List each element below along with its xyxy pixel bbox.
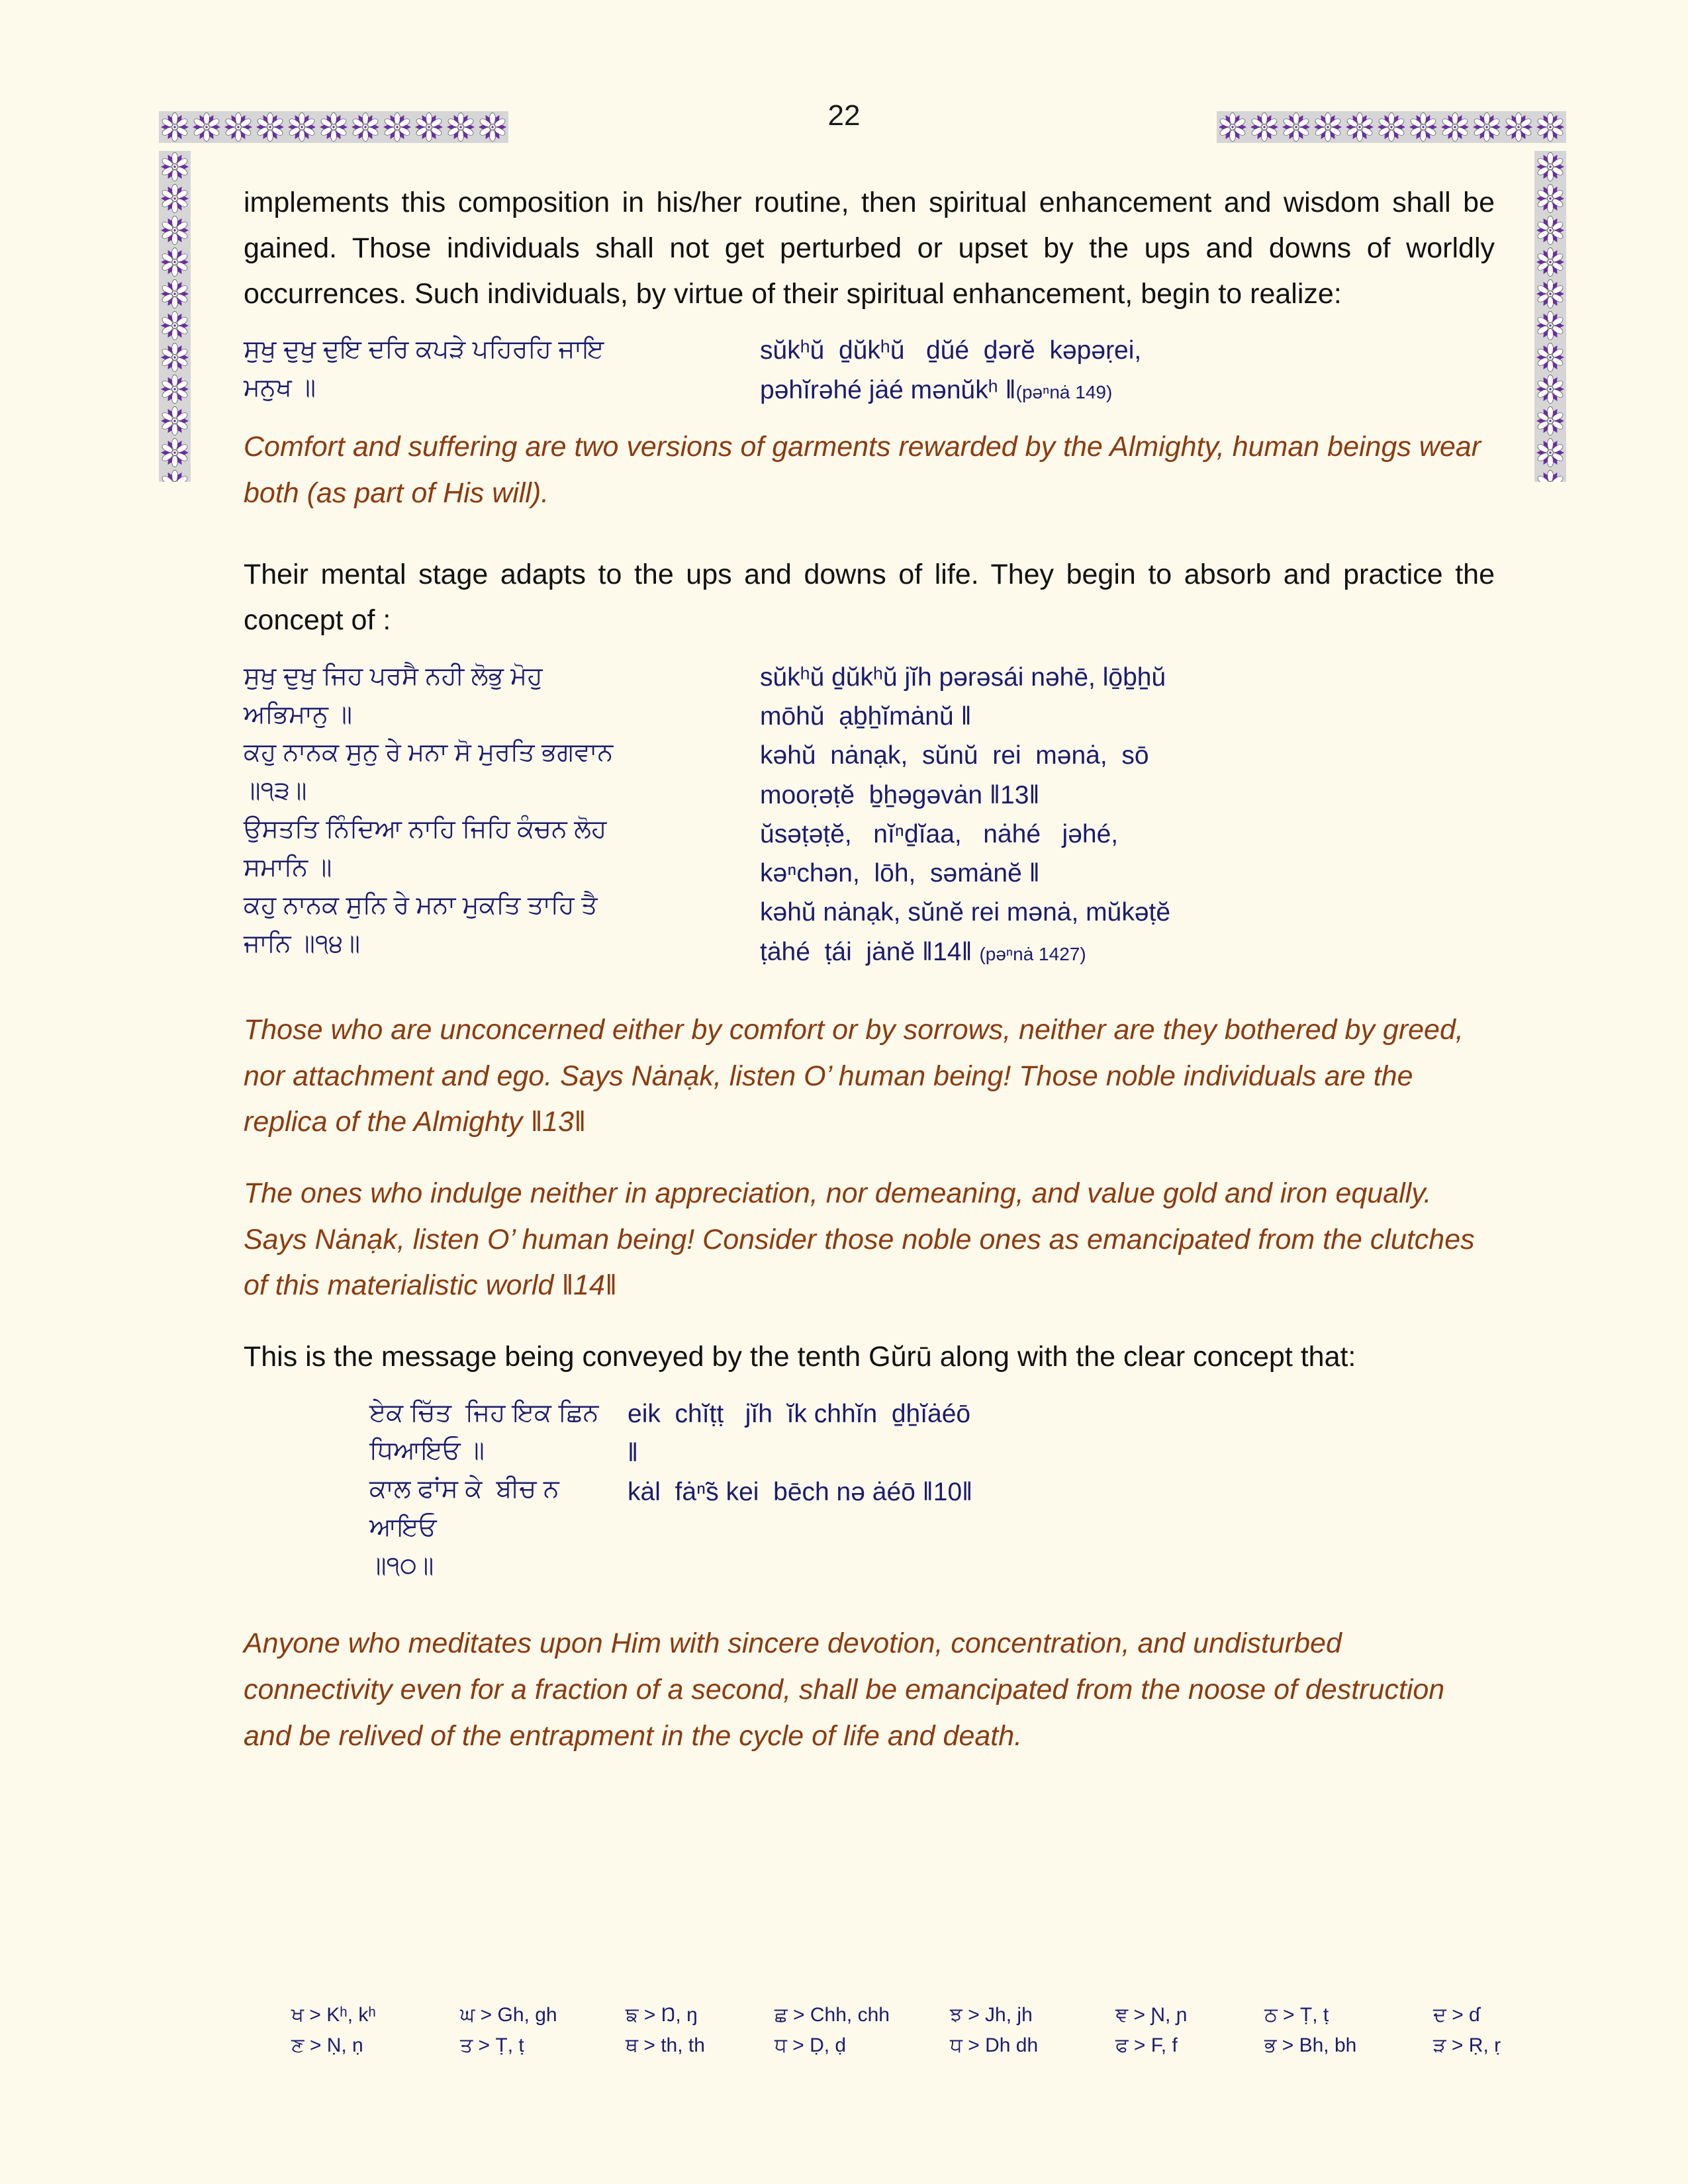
translation-verse-3: Anyone who meditates upon Him with sincere devotion, concentration, and undisturbed connectivity even for a fraction of a second, shall be emancipated from the noose of destruction and be relived of the entrapment in the cycle of life and death. <box>244 1627 1445 1752</box>
gurmukhi-line: ਕਾਲ ਫਾਂਸ ਕੇ ਬੀਚ ਨ ਆਇਓ <box>369 1475 567 1541</box>
floral-floret-icon <box>159 469 191 482</box>
floral-floret-icon <box>159 214 191 246</box>
key-entry: ਦ > ɗ <box>1433 2004 1480 2026</box>
translit-line: ŭsəṭəṭĕ, nĭⁿd̠ĭaa, nȧhé jəhé, <box>760 819 1119 848</box>
spacer <box>244 972 1495 1007</box>
floral-floret-icon <box>159 341 191 373</box>
translit-line: kȧl fȧⁿ̃s kei bēch nə ȧéō ‖10‖ <box>628 1478 973 1507</box>
gurmukhi-line: ਸੁਖੁ ਦੁਖੁ ਜਿਹ ਪਰਸੈ ਨਹੀ ਲੋਭੁ ਮੋਹੁ <box>244 662 543 690</box>
floral-floret-icon <box>1534 469 1566 482</box>
floral-floret-icon <box>1534 246 1566 278</box>
spacer <box>244 410 1495 424</box>
floral-floret-icon <box>1534 278 1566 310</box>
scripture-reference: (pəⁿnȧ 1427) <box>979 943 1086 964</box>
gurmukhi-line: ਏਕ ਚਿੱਤ ਜਿਹ ਇਕ ਛਿਨ <box>369 1398 599 1427</box>
floral-floret-icon <box>159 437 191 469</box>
translit-line: ‖ <box>628 1438 639 1467</box>
paragraph-tenth-guru: This is the message being conveyed by the tenth Gŭrū along with the clear concept that: <box>244 1340 1356 1373</box>
gurmukhi-line: ਕਹੁ ਨਾਨਕ ਸੁਨਿ ਰੇ ਮਨਾ ਮੁਕਤਿ ਤਾਹਿ ਤੈ <box>244 891 598 920</box>
gurmukhi-line: ਜਾਨਿ ॥੧੪॥ <box>244 930 360 958</box>
floral-floret-icon <box>1534 310 1566 341</box>
key-entry: ਠ > Ṭ, ṭ <box>1264 2004 1329 2026</box>
translit-text: ṭȧhé ṭái jȧnĕ ‖14‖ <box>760 937 972 966</box>
key-entry: ਘ > Gh, gh <box>460 2004 557 2026</box>
verse-block-2 <box>244 658 1495 972</box>
page-number: 22 <box>827 99 861 132</box>
translation-verse-2b: The ones who indulge neither in appreciation, nor demeaning, and value gold and iron equally. Says Nȧnạk, listen O’ human being! Consider those noble ones as emancipated from the clutches of this materialistic world ‖14‖ <box>244 1177 1475 1302</box>
translit-line: kəhŭ nȧnạk, sŭnĕ rei mənȧ, mŭkəṭĕ <box>760 898 1171 927</box>
key-entry: ੜ > Ṛ, ṛ <box>1433 2034 1501 2056</box>
translit-line: sŭkʰŭ d̠ŭkʰŭ jĭh pərəsái nəhē, lō̱b̠h̠ŭ <box>760 662 1166 692</box>
transliteration-column <box>760 658 1495 972</box>
floral-floret-icon <box>1534 214 1566 246</box>
transliteration-column <box>628 1394 1495 1586</box>
gurmukhi-line: ਕਹੁ ਨਾਨਕ ਸੁਨੁ ਰੇ ਮਨਾ ਸੋ ਮੁਰਤਿ ਭਗਵਾਨ <box>244 739 614 767</box>
spacer <box>244 316 1495 331</box>
spacer <box>244 1585 1495 1621</box>
transliteration-column <box>760 331 1495 410</box>
gurmukhi-line: ਉਸਤਤਿ ਨਿੰਦਿਆ ਨਾਹਿ ਜਿਹਿ ਕੰਚਨ ਲੋਹ <box>244 815 607 843</box>
key-entry: ਧ > Dh dh <box>950 2034 1039 2056</box>
translit-line: mooṛəṭĕ b̠h̠əgəvȧn ‖13‖ <box>760 780 1040 809</box>
translation-verse-1: Comfort and suffering are two versions of garments rewarded by the Almighty, human beings wear both (as part of His will). <box>244 430 1481 509</box>
verse-block-1 <box>244 331 1495 410</box>
gurmukhi-line: ਸੁਖੁ ਦੁਖੁ ਦੁਇ ਦਰਿ ਕਪੜੇ ਪਹਿਰਹਿ ਜਾਇ <box>244 336 604 364</box>
key-entry: ਧ > Ḍ, ḍ <box>774 2034 847 2056</box>
translit-line <box>628 1512 1495 1551</box>
translit-text: pəhĭrəhé jȧé mənŭkʰ ‖ <box>760 375 1016 404</box>
key-entry: ਫ > F, f <box>1115 2034 1178 2056</box>
translit-line: mōhŭ ạb̠h̠ĭmȧnŭ ‖ <box>760 702 972 731</box>
translit-line: kəhŭ nȧnạk, sŭnŭ rei mənȧ, sō <box>760 741 1149 770</box>
floral-floret-icon <box>1534 373 1566 405</box>
spacer <box>244 1146 1495 1171</box>
verse-block-3 <box>369 1394 1495 1586</box>
key-entry: ਝ > Jh, jh <box>950 2004 1033 2026</box>
page-content <box>244 180 1495 1759</box>
key-entry: ਛ > Chh, chh <box>774 2004 890 2026</box>
key-entry: ਙ > Ŋ, ŋ <box>626 2004 698 2026</box>
floral-floret-icon <box>159 310 191 341</box>
gurmukhi-line: ਅਭਿਮਾਨੁ ॥ <box>244 700 353 729</box>
floral-floret-icon <box>1534 183 1566 214</box>
spacer <box>244 1309 1495 1334</box>
translit-line: sŭkʰŭ d̠ŭkʰŭ d̠ŭé d̠ərĕ kəpəṛei, <box>760 336 1142 365</box>
floral-floret-icon <box>159 183 191 214</box>
pronunciation-key-row-2 <box>291 2034 1501 2057</box>
key-entry: ਥ > th, th <box>626 2034 705 2056</box>
floral-floret-icon <box>159 151 191 183</box>
key-entry: ਖ > Kʰ, kʰ <box>291 2004 376 2026</box>
translit-line: eik chĭṭṭ jĭh ĭk chhĭn d̠h̠ĭȧéō <box>628 1399 971 1428</box>
gurmukhi-line: ਧਿਆਇਓ ॥ <box>369 1437 485 1465</box>
floral-floret-icon <box>159 373 191 405</box>
gurmukhi-line: ਮਨੁਖ ॥ <box>244 374 316 402</box>
gurmukhi-line: ਸਮਾਨਿ ॥ <box>244 853 332 882</box>
key-entry: ਭ > Bh, bh <box>1264 2034 1357 2056</box>
floral-floret-icon <box>1534 405 1566 437</box>
key-entry: ਣ > Ṇ, ṇ <box>291 2034 363 2056</box>
spacer <box>244 643 1495 658</box>
decorative-border-left <box>159 151 191 482</box>
gurmukhi-line: ॥੧੩॥ <box>244 777 307 805</box>
floral-floret-icon <box>1534 437 1566 469</box>
gurmukhi-column <box>369 1394 628 1586</box>
key-entry: ਤ > Ṭ, ṭ <box>460 2034 524 2056</box>
translation-verse-2a: Those who are unconcerned either by comfort or by sorrows, neither are they bothered by greed, nor attachment and ego. Says Nȧnạk, listen O’ human being! Those noble individuals are the replica of the Almighty ‖13‖ <box>244 1013 1464 1138</box>
translit-line: kəⁿchən, lōh, səmȧnĕ ‖ <box>760 859 1040 888</box>
translit-line <box>760 933 1495 972</box>
scripture-reference: (pəⁿnȧ 149) <box>1015 381 1113 402</box>
pronunciation-key-footnote <box>291 2004 1501 2065</box>
gurmukhi-column <box>244 658 760 972</box>
gurmukhi-line: ॥੧੦॥ <box>369 1551 434 1580</box>
paragraph-intro: implements this composition in his/her routine, then spiritual enhancement and wisdom shall be gained. Those individuals shall not get perturbed or upset by the ups and downs of worldly occurrences. Such individuals, by virtue of their spiritual enhancement, begin to realize: <box>244 187 1495 310</box>
floral-floret-icon <box>159 405 191 437</box>
key-entry: ਞ > Ɲ, ɲ <box>1115 2004 1188 2026</box>
floral-floret-icon <box>159 246 191 278</box>
spacer <box>244 1380 1495 1394</box>
floral-floret-icon <box>1534 151 1566 183</box>
pronunciation-key-row-1 <box>291 2004 1480 2026</box>
spacer <box>244 516 1495 552</box>
floral-floret-icon <box>159 278 191 310</box>
decorative-border-right <box>1534 151 1566 482</box>
translit-line <box>760 371 1495 410</box>
paragraph-middle: Their mental stage adapts to the ups and downs of life. They begin to absorb and practice the concept of : <box>244 559 1495 637</box>
floral-floret-icon <box>1534 341 1566 373</box>
gurmukhi-column <box>244 331 760 410</box>
